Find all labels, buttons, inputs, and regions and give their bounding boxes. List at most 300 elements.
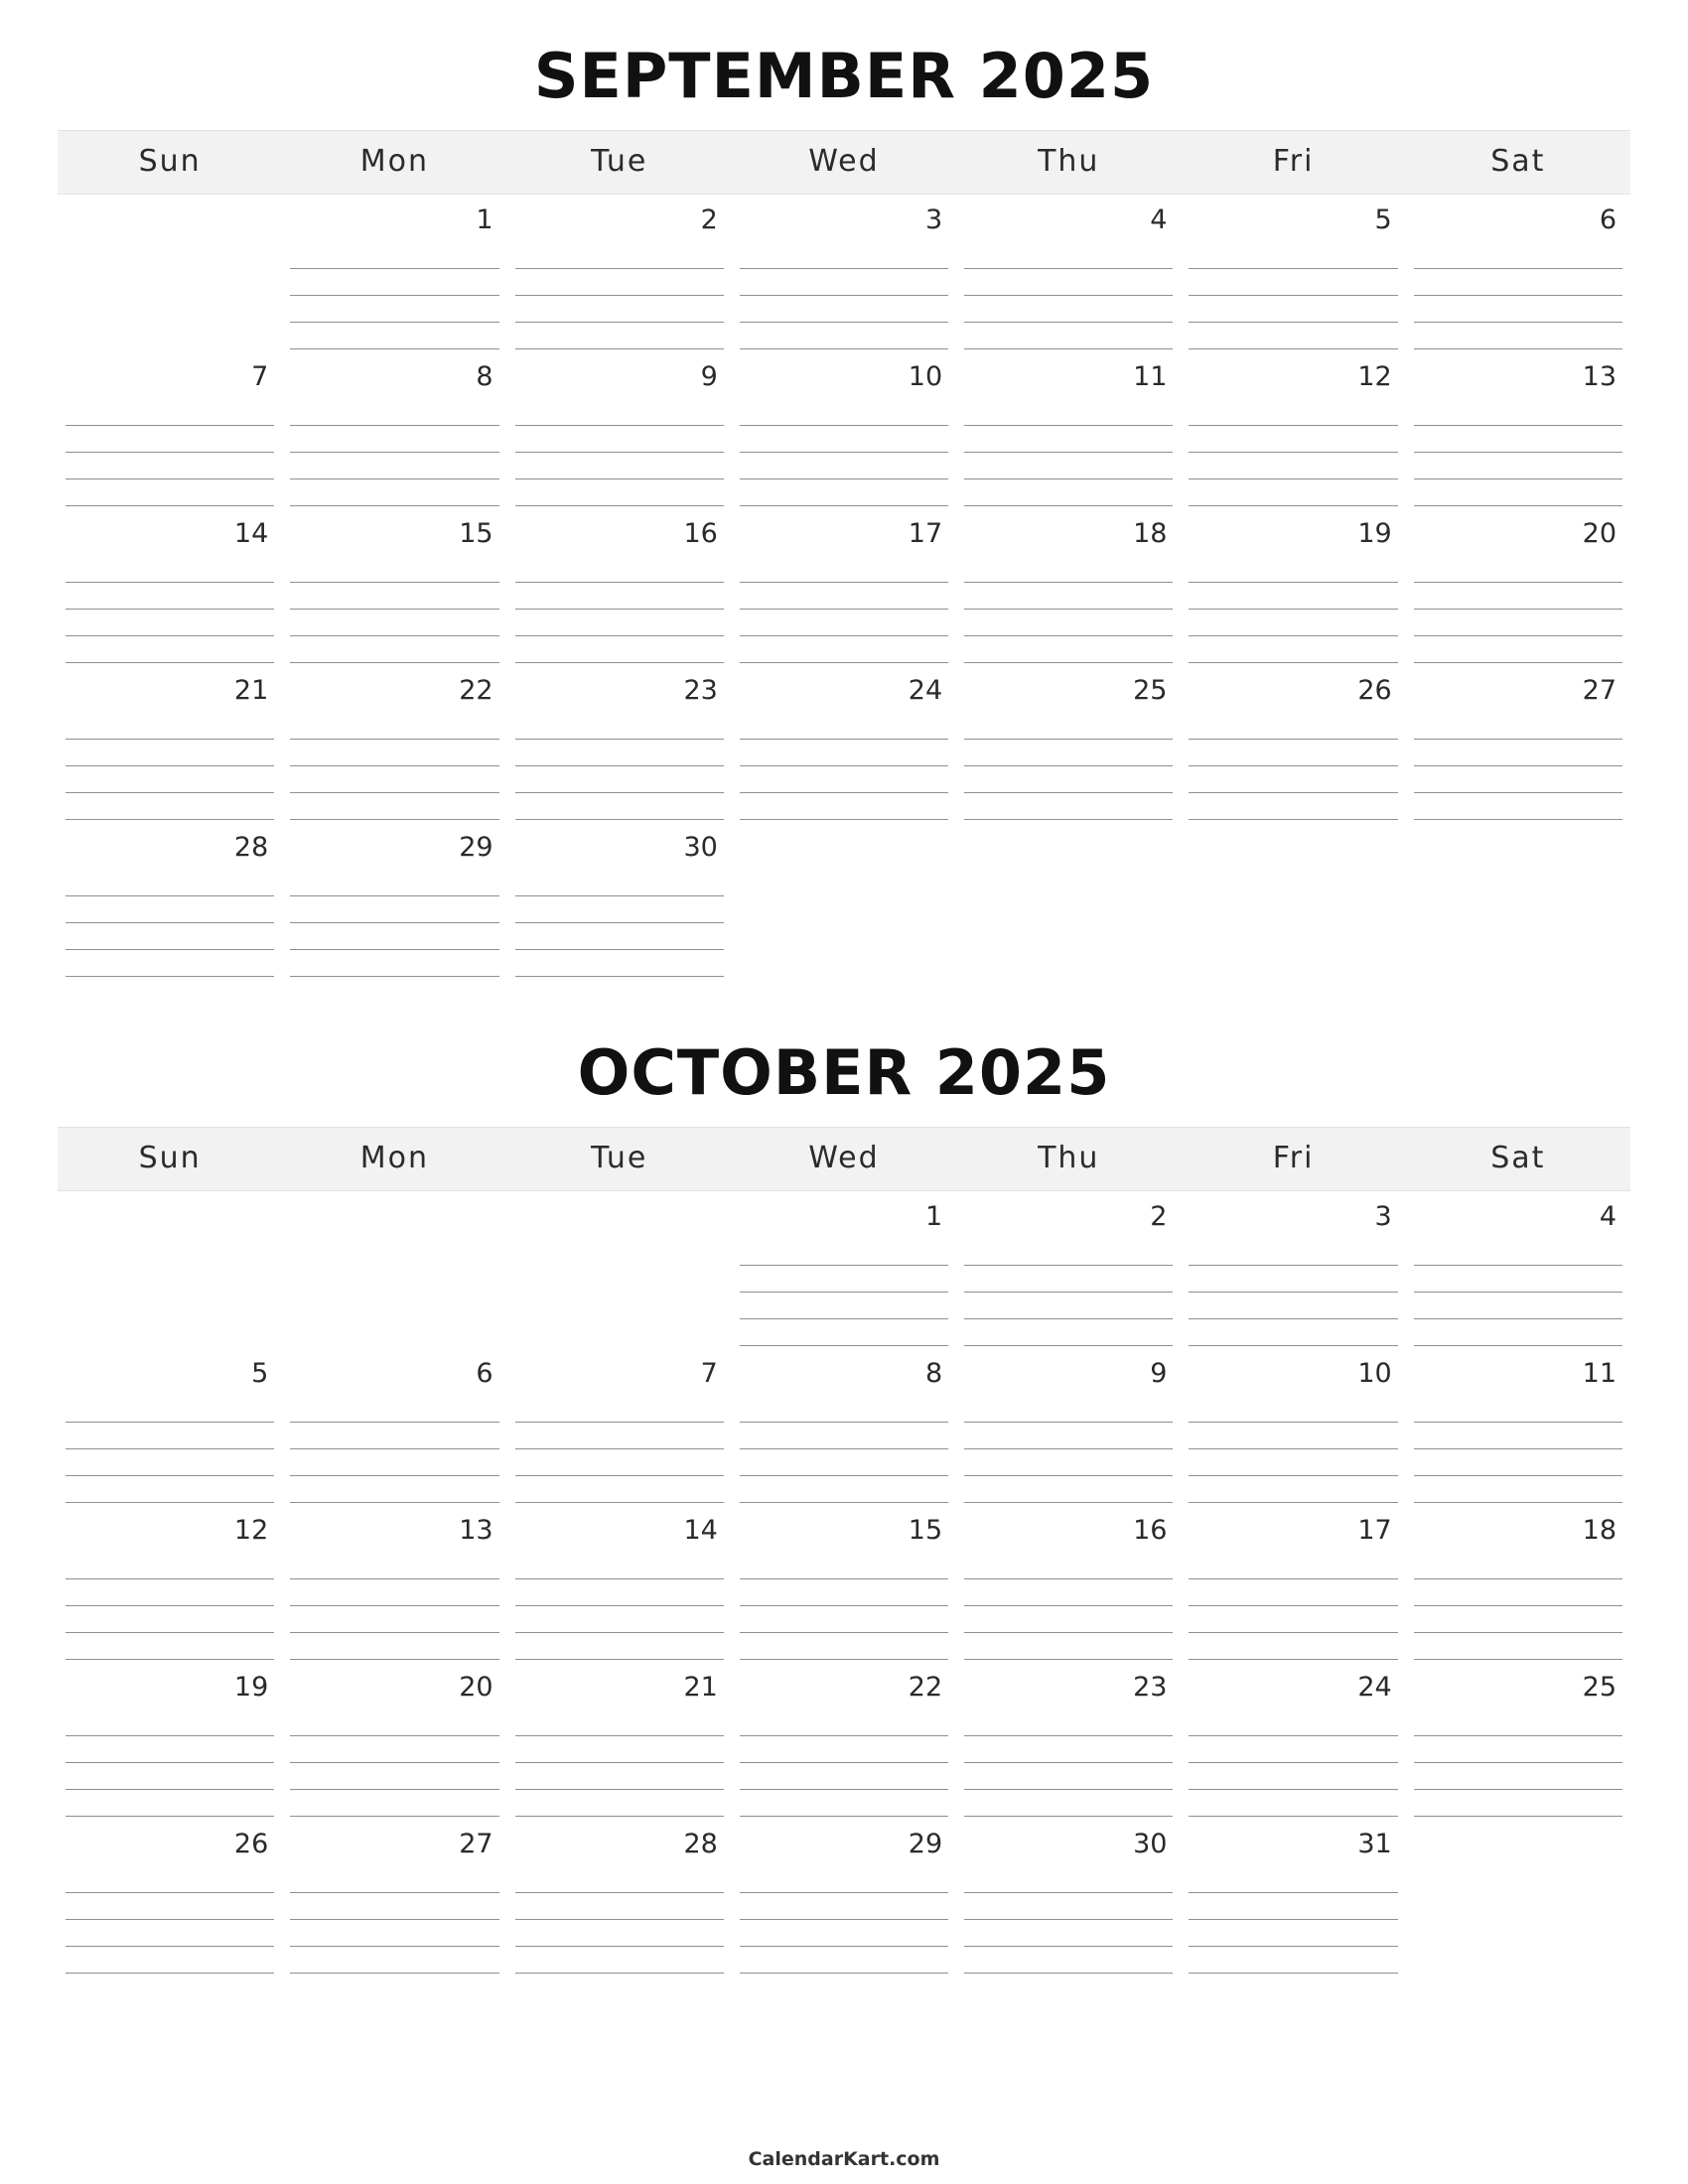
note-line[interactable] [515, 713, 724, 740]
note-lines[interactable] [740, 1709, 948, 1819]
day-cell[interactable] [507, 1662, 732, 1819]
note-line[interactable] [1189, 1763, 1397, 1790]
note-line[interactable] [66, 479, 274, 506]
note-line[interactable] [740, 269, 948, 296]
note-line[interactable] [964, 1947, 1173, 1974]
note-line[interactable] [515, 1476, 724, 1503]
note-line[interactable] [66, 1291, 274, 1316]
note-line[interactable] [66, 1265, 274, 1291]
note-line[interactable] [290, 1920, 498, 1947]
note-line[interactable] [66, 766, 274, 793]
day-cell[interactable] [956, 1819, 1181, 1976]
note-line[interactable] [290, 296, 498, 323]
note-lines[interactable] [1189, 1396, 1397, 1505]
note-line[interactable] [290, 1633, 498, 1660]
note-line[interactable] [740, 1633, 948, 1660]
note-line[interactable] [1414, 1396, 1622, 1423]
note-line[interactable] [1189, 1920, 1397, 1947]
day-cell[interactable] [507, 1505, 732, 1662]
day-cell[interactable] [1181, 508, 1405, 665]
note-line[interactable] [290, 1316, 498, 1342]
day-cell[interactable] [282, 508, 506, 665]
note-lines[interactable] [964, 1396, 1173, 1505]
note-lines[interactable] [1189, 556, 1397, 665]
note-line[interactable] [290, 426, 498, 453]
note-line[interactable] [515, 296, 724, 323]
day-cell[interactable] [1406, 665, 1630, 822]
day-cell[interactable] [58, 351, 282, 508]
note-line[interactable] [1189, 1790, 1397, 1817]
note-lines[interactable] [1414, 556, 1622, 665]
day-cell[interactable] [1406, 508, 1630, 665]
note-line[interactable] [1414, 323, 1622, 349]
note-lines[interactable] [515, 1553, 724, 1662]
note-lines[interactable] [740, 1396, 948, 1505]
note-line[interactable] [740, 1239, 948, 1266]
note-line[interactable] [1414, 921, 1622, 947]
note-line[interactable] [740, 1709, 948, 1736]
note-lines[interactable] [1414, 399, 1622, 508]
note-line[interactable] [1189, 1449, 1397, 1476]
day-cell[interactable] [732, 1191, 956, 1348]
note-lines[interactable] [964, 1239, 1173, 1348]
note-line[interactable] [1189, 269, 1397, 296]
note-line[interactable] [515, 1633, 724, 1660]
note-line[interactable] [1189, 453, 1397, 479]
note-line[interactable] [66, 610, 274, 636]
note-line[interactable] [66, 1579, 274, 1606]
note-line[interactable] [1189, 610, 1397, 636]
note-lines[interactable] [964, 242, 1173, 351]
note-line[interactable] [1414, 1319, 1622, 1346]
day-cell[interactable] [1406, 195, 1630, 351]
note-line[interactable] [290, 1449, 498, 1476]
note-line[interactable] [1189, 1396, 1397, 1423]
note-line[interactable] [964, 1579, 1173, 1606]
note-line[interactable] [964, 1476, 1173, 1503]
note-lines[interactable] [964, 1866, 1173, 1976]
note-line[interactable] [1189, 1633, 1397, 1660]
note-line[interactable] [515, 1316, 724, 1342]
note-line[interactable] [66, 1423, 274, 1449]
note-line[interactable] [740, 583, 948, 610]
note-line[interactable] [66, 896, 274, 923]
note-line[interactable] [290, 1553, 498, 1579]
note-line[interactable] [515, 1291, 724, 1316]
note-line[interactable] [740, 1736, 948, 1763]
note-line[interactable] [1414, 793, 1622, 820]
day-cell[interactable] [956, 351, 1181, 508]
note-lines[interactable] [740, 399, 948, 508]
note-line[interactable] [66, 426, 274, 453]
note-line[interactable] [290, 1476, 498, 1503]
day-cell[interactable] [282, 665, 506, 822]
day-cell[interactable] [732, 1819, 956, 1976]
note-line[interactable] [515, 1947, 724, 1974]
note-line[interactable] [1189, 740, 1397, 766]
note-line[interactable] [1414, 1476, 1622, 1503]
note-line[interactable] [66, 1947, 274, 1974]
note-line[interactable] [1189, 1947, 1397, 1974]
note-line[interactable] [1414, 1763, 1622, 1790]
note-lines[interactable] [290, 242, 498, 351]
note-line[interactable] [66, 1866, 274, 1893]
note-lines[interactable] [1414, 1239, 1622, 1348]
note-line[interactable] [1414, 1553, 1622, 1579]
note-line[interactable] [515, 1239, 724, 1265]
day-cell[interactable] [732, 1348, 956, 1505]
day-cell[interactable] [507, 1191, 732, 1348]
note-line[interactable] [290, 1423, 498, 1449]
note-line[interactable] [964, 479, 1173, 506]
note-line[interactable] [515, 1709, 724, 1736]
note-line[interactable] [515, 1893, 724, 1920]
note-line[interactable] [1414, 583, 1622, 610]
day-cell[interactable] [282, 195, 506, 351]
note-line[interactable] [1414, 1293, 1622, 1319]
note-line[interactable] [1414, 1709, 1622, 1736]
note-line[interactable] [515, 1553, 724, 1579]
note-line[interactable] [1189, 242, 1397, 269]
note-line[interactable] [1189, 636, 1397, 663]
note-line[interactable] [290, 269, 498, 296]
note-line[interactable] [1189, 870, 1397, 895]
day-cell[interactable] [1181, 195, 1405, 351]
note-line[interactable] [290, 1893, 498, 1920]
day-cell[interactable] [58, 665, 282, 822]
note-line[interactable] [1414, 453, 1622, 479]
note-line[interactable] [515, 923, 724, 950]
day-cell[interactable] [58, 822, 282, 979]
note-line[interactable] [66, 923, 274, 950]
note-lines[interactable] [1189, 1553, 1397, 1662]
note-line[interactable] [515, 1790, 724, 1817]
note-line[interactable] [740, 1606, 948, 1633]
note-line[interactable] [740, 610, 948, 636]
day-cell[interactable] [732, 508, 956, 665]
day-cell[interactable] [1406, 1505, 1630, 1662]
note-lines[interactable] [66, 1396, 274, 1505]
day-cell[interactable] [507, 351, 732, 508]
day-cell[interactable] [956, 665, 1181, 822]
note-line[interactable] [964, 947, 1173, 973]
note-line[interactable] [740, 921, 948, 947]
day-cell[interactable] [1181, 1819, 1405, 1976]
note-line[interactable] [740, 1476, 948, 1503]
note-line[interactable] [290, 399, 498, 426]
note-line[interactable] [740, 740, 948, 766]
day-cell[interactable] [58, 1191, 282, 1348]
note-line[interactable] [1414, 713, 1622, 740]
note-line[interactable] [964, 1293, 1173, 1319]
note-lines[interactable] [66, 713, 274, 822]
note-line[interactable] [964, 453, 1173, 479]
note-line[interactable] [740, 323, 948, 349]
note-lines[interactable] [515, 870, 724, 979]
note-lines[interactable] [290, 1553, 498, 1662]
note-line[interactable] [515, 453, 724, 479]
note-line[interactable] [515, 269, 724, 296]
note-line[interactable] [66, 399, 274, 426]
note-lines[interactable] [66, 870, 274, 979]
note-line[interactable] [1414, 740, 1622, 766]
note-line[interactable] [964, 323, 1173, 349]
note-line[interactable] [740, 1449, 948, 1476]
day-cell[interactable] [282, 822, 506, 979]
note-lines[interactable] [515, 242, 724, 351]
note-lines[interactable] [1414, 242, 1622, 351]
note-line[interactable] [1189, 766, 1397, 793]
note-line[interactable] [66, 583, 274, 610]
note-lines[interactable] [290, 1239, 498, 1348]
day-cell[interactable] [956, 822, 1181, 979]
note-line[interactable] [964, 426, 1173, 453]
note-line[interactable] [740, 895, 948, 921]
note-line[interactable] [66, 1790, 274, 1817]
note-line[interactable] [1189, 1476, 1397, 1503]
note-line[interactable] [1189, 296, 1397, 323]
note-line[interactable] [515, 636, 724, 663]
note-line[interactable] [740, 1266, 948, 1293]
day-cell[interactable] [1406, 1191, 1630, 1348]
note-line[interactable] [1189, 479, 1397, 506]
note-line[interactable] [515, 479, 724, 506]
note-lines[interactable] [1414, 1396, 1622, 1505]
note-line[interactable] [515, 1579, 724, 1606]
note-line[interactable] [964, 296, 1173, 323]
note-line[interactable] [1414, 1579, 1622, 1606]
note-line[interactable] [1189, 1709, 1397, 1736]
note-line[interactable] [964, 583, 1173, 610]
note-line[interactable] [964, 1319, 1173, 1346]
note-line[interactable] [964, 1423, 1173, 1449]
note-line[interactable] [740, 1920, 948, 1947]
note-line[interactable] [290, 740, 498, 766]
note-line[interactable] [515, 950, 724, 977]
note-lines[interactable] [1414, 1866, 1622, 1976]
note-line[interactable] [1189, 1553, 1397, 1579]
note-lines[interactable] [515, 1709, 724, 1819]
note-line[interactable] [964, 1736, 1173, 1763]
note-line[interactable] [1189, 895, 1397, 921]
note-line[interactable] [964, 1709, 1173, 1736]
note-line[interactable] [740, 296, 948, 323]
day-cell[interactable] [956, 1662, 1181, 1819]
day-cell[interactable] [507, 508, 732, 665]
note-line[interactable] [290, 636, 498, 663]
day-cell[interactable] [732, 1505, 956, 1662]
note-line[interactable] [290, 713, 498, 740]
note-line[interactable] [290, 479, 498, 506]
day-cell[interactable] [732, 665, 956, 822]
note-line[interactable] [1189, 1239, 1397, 1266]
note-line[interactable] [290, 1790, 498, 1817]
note-lines[interactable] [66, 399, 274, 508]
note-line[interactable] [515, 1763, 724, 1790]
note-line[interactable] [1189, 426, 1397, 453]
note-line[interactable] [740, 793, 948, 820]
note-line[interactable] [1189, 713, 1397, 740]
note-line[interactable] [515, 1606, 724, 1633]
note-line[interactable] [740, 1763, 948, 1790]
note-lines[interactable] [1189, 399, 1397, 508]
note-lines[interactable] [964, 399, 1173, 508]
note-line[interactable] [964, 713, 1173, 740]
note-line[interactable] [1414, 870, 1622, 895]
note-lines[interactable] [1189, 242, 1397, 351]
note-line[interactable] [290, 1866, 498, 1893]
note-line[interactable] [1189, 323, 1397, 349]
note-line[interactable] [1414, 426, 1622, 453]
day-cell[interactable] [507, 1819, 732, 1976]
note-line[interactable] [1189, 399, 1397, 426]
note-line[interactable] [1414, 556, 1622, 583]
note-lines[interactable] [66, 1239, 274, 1348]
note-line[interactable] [66, 1920, 274, 1947]
note-line[interactable] [515, 1736, 724, 1763]
note-line[interactable] [964, 1763, 1173, 1790]
note-line[interactable] [66, 242, 274, 268]
note-lines[interactable] [1189, 713, 1397, 822]
note-line[interactable] [740, 1579, 948, 1606]
note-line[interactable] [1189, 1606, 1397, 1633]
note-line[interactable] [66, 1606, 274, 1633]
note-line[interactable] [66, 870, 274, 896]
day-cell[interactable] [1181, 665, 1405, 822]
note-lines[interactable] [1414, 870, 1622, 979]
note-lines[interactable] [740, 713, 948, 822]
note-line[interactable] [66, 268, 274, 294]
note-line[interactable] [964, 895, 1173, 921]
note-lines[interactable] [515, 713, 724, 822]
day-cell[interactable] [58, 195, 282, 351]
note-line[interactable] [290, 870, 498, 896]
note-line[interactable] [66, 320, 274, 345]
note-line[interactable] [66, 636, 274, 663]
note-line[interactable] [1414, 479, 1622, 506]
note-line[interactable] [1414, 766, 1622, 793]
note-line[interactable] [1189, 1579, 1397, 1606]
day-cell[interactable] [732, 1662, 956, 1819]
note-line[interactable] [740, 870, 948, 895]
note-lines[interactable] [515, 399, 724, 508]
note-line[interactable] [515, 1423, 724, 1449]
note-line[interactable] [964, 1920, 1173, 1947]
note-line[interactable] [1189, 1866, 1397, 1893]
day-cell[interactable] [1406, 351, 1630, 508]
note-line[interactable] [740, 1319, 948, 1346]
note-line[interactable] [515, 242, 724, 269]
note-line[interactable] [1189, 1266, 1397, 1293]
note-line[interactable] [290, 923, 498, 950]
note-line[interactable] [290, 793, 498, 820]
day-cell[interactable] [507, 665, 732, 822]
note-lines[interactable] [66, 1866, 274, 1976]
note-line[interactable] [515, 740, 724, 766]
note-line[interactable] [1414, 1266, 1622, 1293]
note-lines[interactable] [290, 713, 498, 822]
note-line[interactable] [964, 766, 1173, 793]
note-lines[interactable] [290, 399, 498, 508]
note-line[interactable] [964, 399, 1173, 426]
note-line[interactable] [1414, 1423, 1622, 1449]
note-line[interactable] [1414, 1736, 1622, 1763]
day-cell[interactable] [1181, 351, 1405, 508]
note-lines[interactable] [964, 1709, 1173, 1819]
note-line[interactable] [290, 242, 498, 269]
note-lines[interactable] [740, 1239, 948, 1348]
note-line[interactable] [740, 1866, 948, 1893]
note-line[interactable] [290, 1579, 498, 1606]
day-cell[interactable] [732, 195, 956, 351]
day-cell[interactable] [1181, 1191, 1405, 1348]
note-lines[interactable] [740, 1866, 948, 1976]
note-line[interactable] [290, 1239, 498, 1265]
note-lines[interactable] [515, 1239, 724, 1348]
day-cell[interactable] [282, 1191, 506, 1348]
note-lines[interactable] [66, 1709, 274, 1819]
note-line[interactable] [1414, 1866, 1622, 1892]
note-line[interactable] [515, 426, 724, 453]
note-line[interactable] [515, 896, 724, 923]
note-line[interactable] [740, 556, 948, 583]
note-line[interactable] [66, 740, 274, 766]
note-line[interactable] [515, 870, 724, 896]
note-lines[interactable] [740, 1553, 948, 1662]
note-lines[interactable] [290, 1866, 498, 1976]
note-line[interactable] [1414, 296, 1622, 323]
note-line[interactable] [66, 1476, 274, 1503]
note-lines[interactable] [1189, 1866, 1397, 1976]
note-line[interactable] [290, 1709, 498, 1736]
note-line[interactable] [1414, 1892, 1622, 1918]
note-line[interactable] [964, 1866, 1173, 1893]
day-cell[interactable] [732, 351, 956, 508]
day-cell[interactable] [282, 1505, 506, 1662]
day-cell[interactable] [507, 1348, 732, 1505]
note-line[interactable] [66, 1709, 274, 1736]
note-line[interactable] [740, 242, 948, 269]
note-line[interactable] [290, 323, 498, 349]
note-line[interactable] [740, 1893, 948, 1920]
day-cell[interactable] [58, 1662, 282, 1819]
note-lines[interactable] [964, 1553, 1173, 1662]
note-line[interactable] [964, 1396, 1173, 1423]
note-line[interactable] [66, 294, 274, 320]
day-cell[interactable] [1406, 822, 1630, 979]
note-line[interactable] [1414, 269, 1622, 296]
note-line[interactable] [964, 1606, 1173, 1633]
note-line[interactable] [66, 1316, 274, 1342]
note-line[interactable] [740, 1293, 948, 1319]
note-line[interactable] [66, 453, 274, 479]
note-line[interactable] [964, 921, 1173, 947]
note-line[interactable] [290, 1763, 498, 1790]
day-cell[interactable] [956, 195, 1181, 351]
note-lines[interactable] [290, 870, 498, 979]
note-line[interactable] [740, 426, 948, 453]
note-line[interactable] [290, 1736, 498, 1763]
note-line[interactable] [1414, 947, 1622, 973]
note-line[interactable] [964, 1633, 1173, 1660]
day-cell[interactable] [956, 1191, 1181, 1348]
note-line[interactable] [515, 766, 724, 793]
note-line[interactable] [290, 583, 498, 610]
note-lines[interactable] [964, 713, 1173, 822]
day-cell[interactable] [282, 351, 506, 508]
note-lines[interactable] [1414, 1553, 1622, 1662]
note-line[interactable] [964, 1239, 1173, 1266]
